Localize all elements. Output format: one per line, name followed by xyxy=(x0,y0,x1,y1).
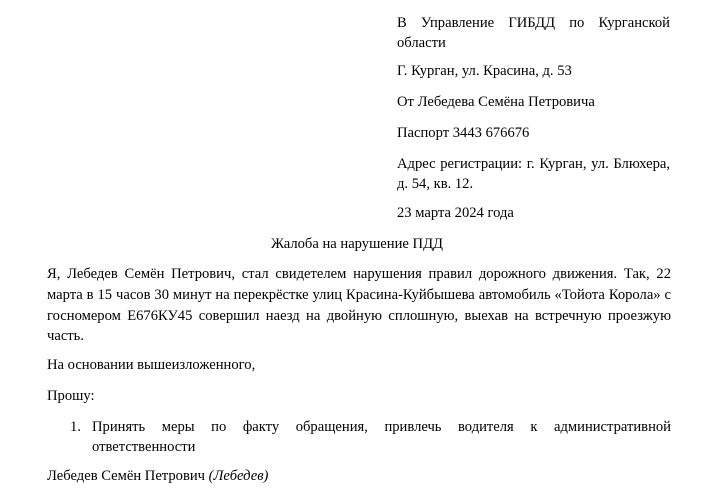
document-title: Жалоба на нарушение ПДД xyxy=(271,236,443,252)
request-list xyxy=(47,417,671,457)
sender-name: От Лебедева Семёна Петровича xyxy=(397,94,595,110)
list-item xyxy=(47,417,671,457)
document-date: 23 марта 2024 года xyxy=(397,205,514,221)
request-heading: Прошу: xyxy=(47,388,95,404)
signature-block xyxy=(47,466,268,486)
list-item-number: 1. xyxy=(70,419,81,435)
basis-paragraph: На основании вышеизложенного, xyxy=(47,357,256,373)
recipient-line: В Управление ГИБДД по Курганской области xyxy=(397,15,670,51)
sender-registration-address: Адрес регистрации: г. Курган, ул. Блюхера, д. 54, кв. 12. xyxy=(397,156,670,192)
signature-handwritten: (Лебедев) xyxy=(208,468,269,484)
signature-name: Лебедев Семён Петрович xyxy=(47,468,206,484)
recipient-address: Г. Курган, ул. Красина, д. 53 xyxy=(397,63,572,79)
sender-passport: Паспорт 3443 676676 xyxy=(397,125,530,141)
list-item-text: Принять меры по факту обращения, привлечь водителя к административной ответственности xyxy=(92,419,671,455)
complaint-paragraph: Я, Лебедев Семён Петрович, стал свидетелем нарушения правил дорожного движения. Так, 22 марта в 15 часов 30 минут на перекрёстке улиц Красина-Куйбышева автомобиль «Тойота Корола» с госномером Е676КУ45 совершил наезд на двойную сплошную, выехав на встречную проезжую часть. xyxy=(47,266,671,345)
